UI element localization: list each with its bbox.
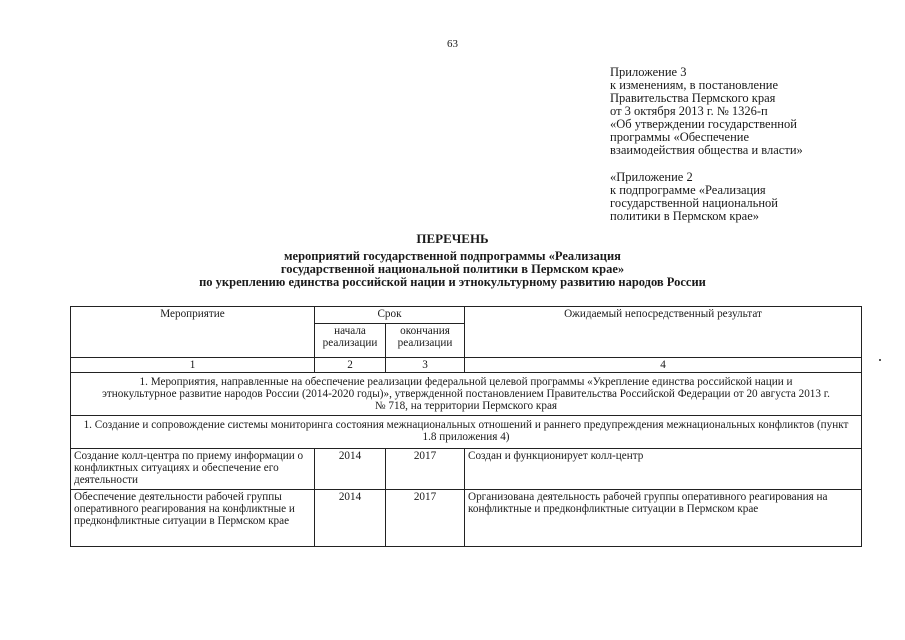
measure-cell: Создание колл-центра по приему информации о конфликтных ситуациях и обеспечение его деятельности [71, 449, 315, 490]
appendix-subheader [610, 171, 890, 223]
appendix-header [610, 66, 890, 157]
subtitle-line: государственной национальной политики в Пермском крае» [280, 262, 625, 276]
appendix-sub-line: «Приложение 2 [610, 170, 693, 184]
appendix-line: к изменениям, в постановление [610, 78, 779, 92]
result-cell: Создан и функционирует колл-центр [465, 449, 862, 490]
appendix-line: «Об утверждении государственной [610, 117, 797, 131]
column-number: 3 [386, 358, 465, 373]
appendix-line: программы «Обеспечение [610, 130, 750, 144]
subsection-heading: 1. Создание и сопровождение системы мониторинга состояния межнациональных отношений и раннего предупреждения межнациональных конфликтов (пункт 1.8 приложения 4) [71, 416, 862, 449]
document-title: ПЕРЕЧЕНЬ [416, 231, 489, 246]
appendix-line: Правительства Пермского края [610, 91, 776, 105]
subtitle-line: мероприятий государственной подпрограммы «Реализация [284, 249, 621, 263]
section-row [71, 373, 862, 416]
table-row [71, 449, 862, 490]
table-header-row [71, 307, 862, 324]
result-cell: Организована деятельность рабочей группы оперативного реагирования на конфликтные и предконфликтные ситуации в Пермском крае [465, 490, 862, 547]
table-row [71, 490, 862, 547]
measure-cell: Обеспечение деятельности рабочей группы оперативного реагирования на конфликтные и предконфликтные ситуации в Пермском крае [71, 490, 315, 547]
header-start: начала реализации [315, 324, 386, 358]
end-year-cell: 2017 [386, 449, 465, 490]
column-number: 1 [71, 358, 315, 373]
start-year-cell: 2014 [315, 490, 386, 547]
header-end: окончания реализации [386, 324, 465, 358]
page-number: 63 [447, 38, 458, 50]
column-number: 4 [465, 358, 862, 373]
column-number-row [71, 358, 862, 373]
appendix-sub-line: политики в Пермском крае» [610, 209, 760, 223]
measures-table [70, 306, 862, 547]
document-subtitle [0, 250, 905, 289]
scan-speck [879, 359, 881, 361]
subsection-row [71, 416, 862, 449]
end-year-cell: 2017 [386, 490, 465, 547]
appendix-line: взаимодействия общества и власти» [610, 143, 803, 157]
section-heading: 1. Мероприятия, направленные на обеспечение реализации федеральной целевой программы «Укрепление единства российской нации и этнокультурное развитие народов России (2014-2020 годы)», утвержденной постановлением Правительства Российской Федерации от 20 августа 2013 г. № 718, на территории Пермского края [71, 373, 862, 416]
appendix-sub-line: государственной национальной [610, 196, 778, 210]
header-term: Срок [315, 307, 465, 324]
header-measure: Мероприятие [71, 307, 315, 358]
start-year-cell: 2014 [315, 449, 386, 490]
appendix-sub-line: к подпрограмме «Реализация [610, 183, 766, 197]
appendix-line: Приложение 3 [610, 65, 687, 79]
appendix-line: от 3 октября 2013 г. № 1326-п [610, 104, 768, 118]
header-result: Ожидаемый непосредственный результат [465, 307, 862, 358]
subtitle-line: по укреплению единства российской нации и этнокультурному развитию народов России [199, 275, 706, 289]
column-number: 2 [315, 358, 386, 373]
